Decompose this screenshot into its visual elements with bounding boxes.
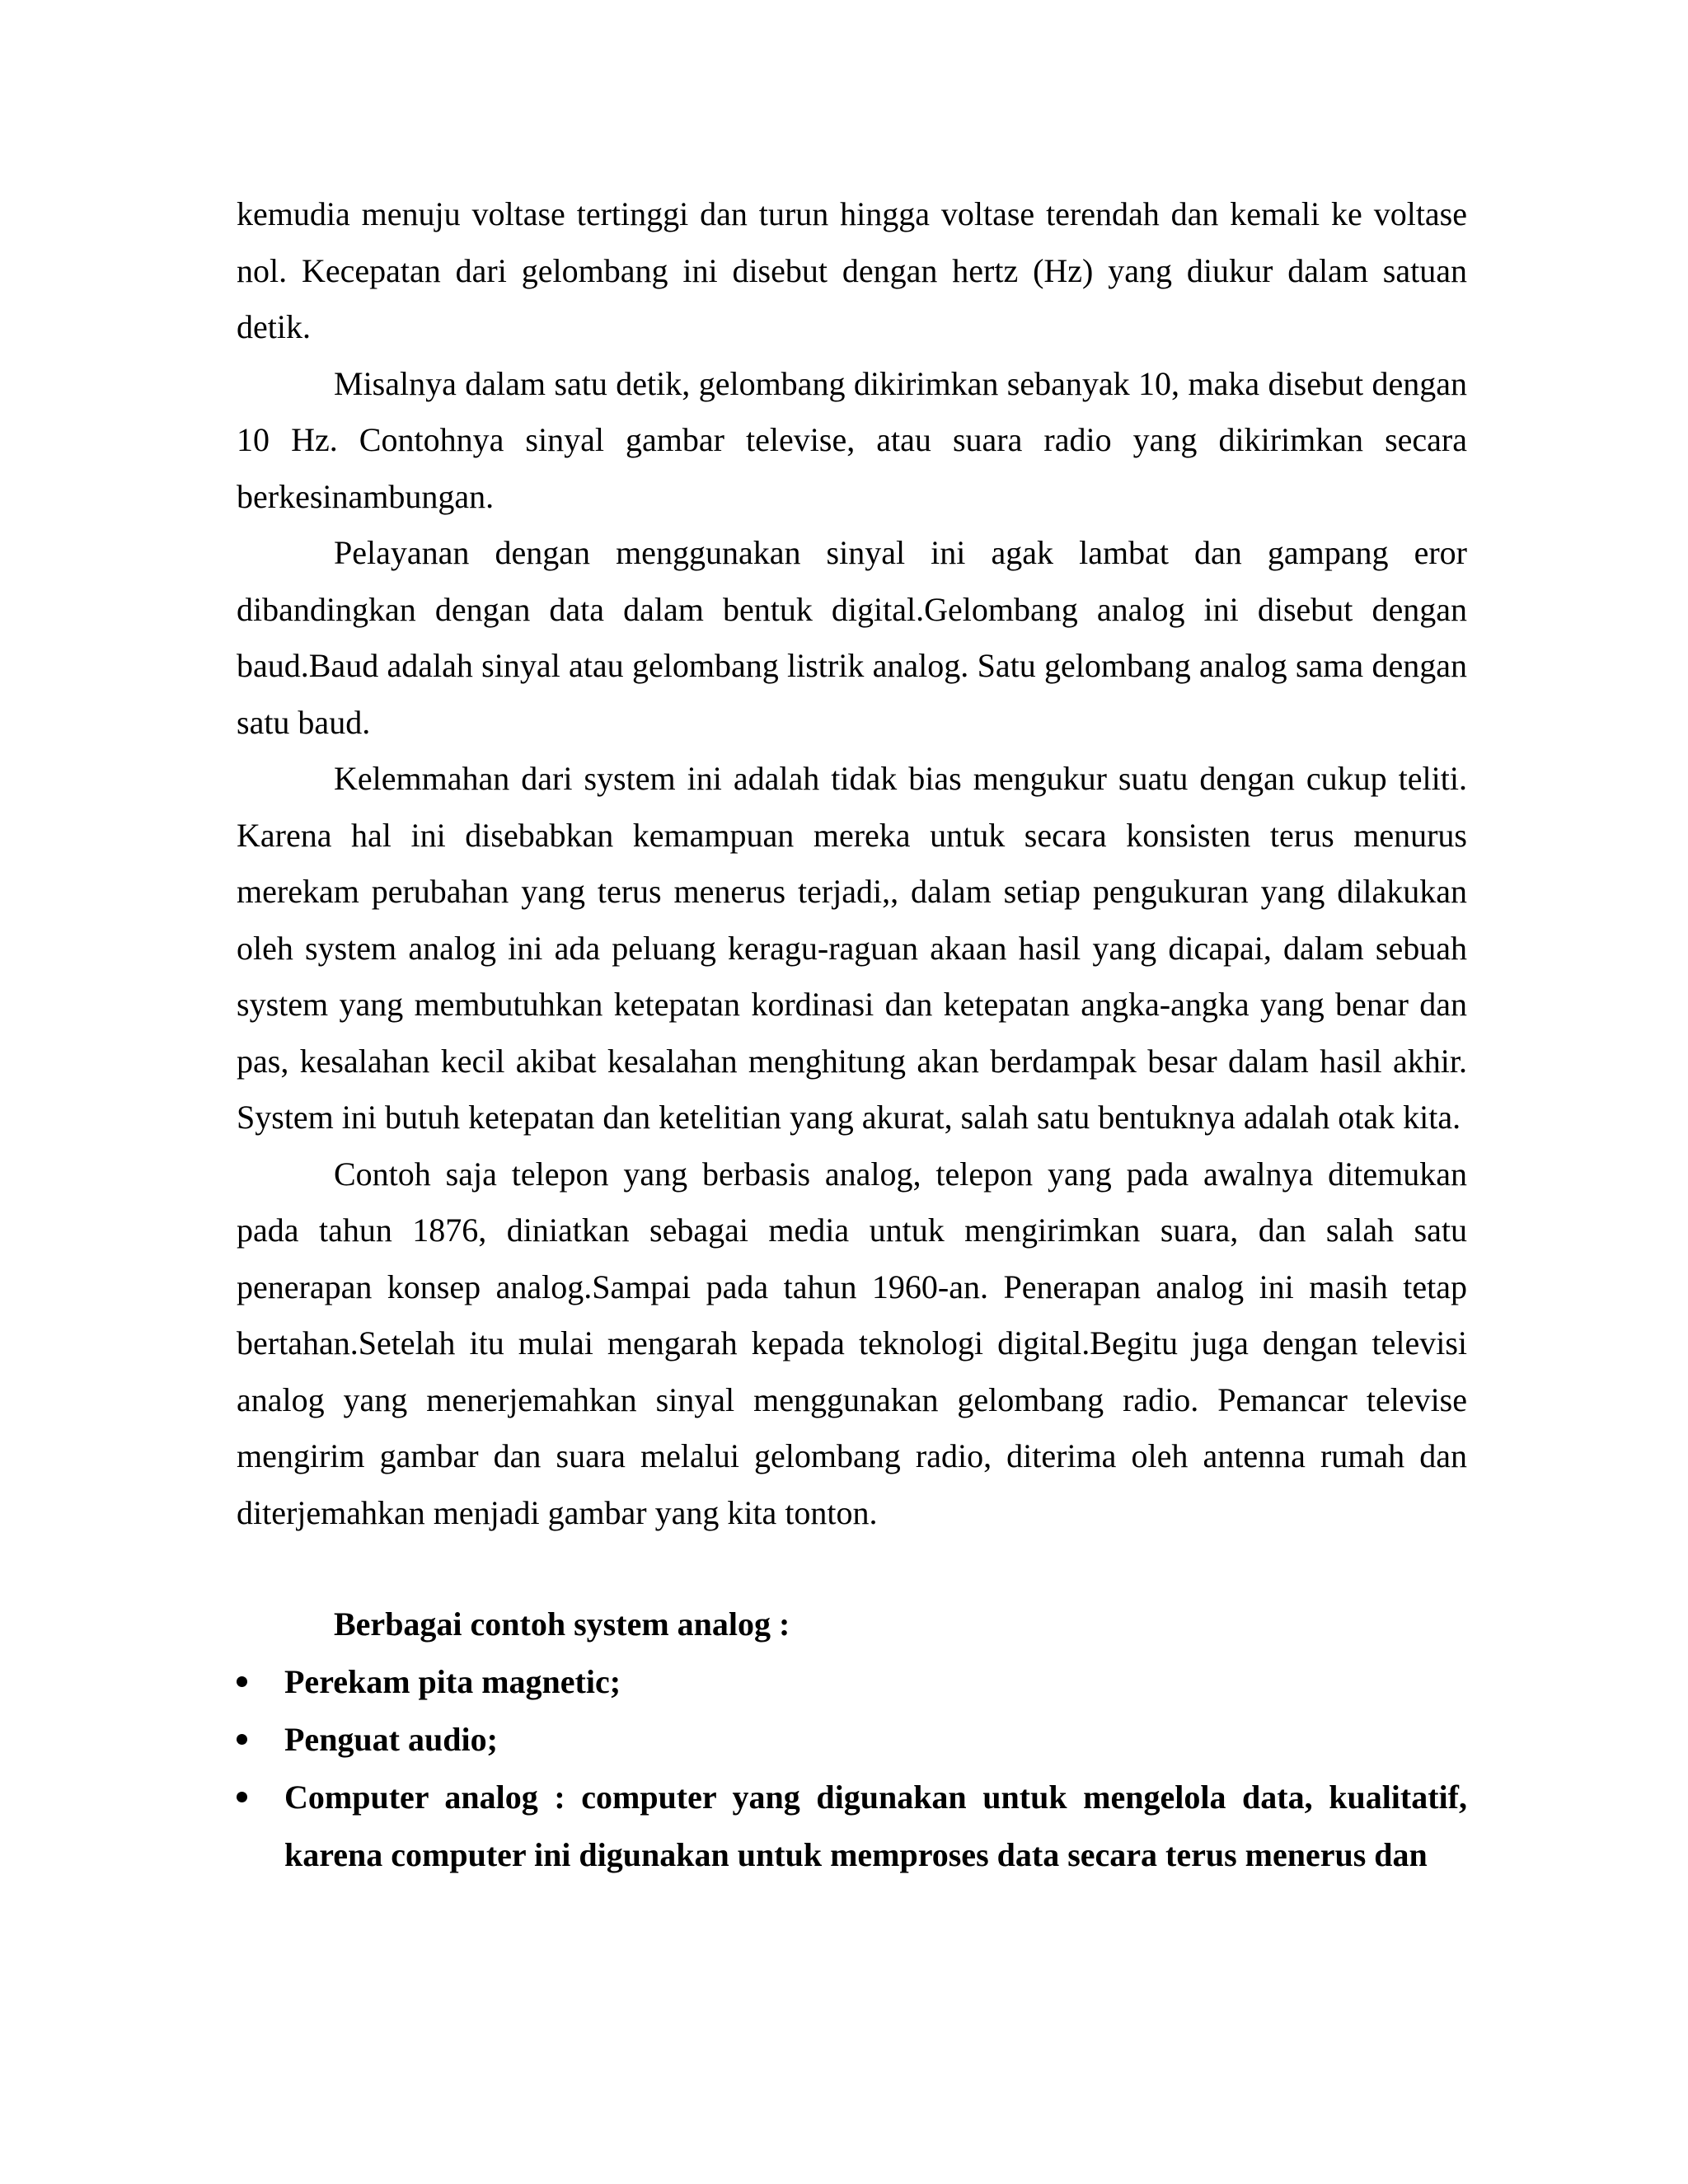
section-heading: Berbagai contoh system analog :	[334, 1605, 790, 1643]
list-item	[237, 1653, 1467, 1711]
bullet-icon	[237, 1676, 247, 1687]
paragraph-hertz-example: Misalnya dalam satu detik, gelombang dikirimkan sebanyak 10, maka disebut dengan 10 Hz. Contohnya sinyal gambar televise, atau suara radio yang dikirimkan secara berkesinambungan.	[237, 364, 1467, 515]
bullet-icon	[237, 1734, 247, 1745]
list-item	[237, 1711, 1467, 1769]
paragraph-continuation: kemudia menuju voltase tertinggi dan turun hingga voltase terendah dan kemali ke voltase nol. Kecepatan dari gelombang ini disebut dengan hertz (Hz) yang diukur dalam satuan detik.	[237, 195, 1467, 345]
bullet-icon	[237, 1792, 247, 1802]
list-item-text: Penguat audio;	[284, 1721, 498, 1758]
analog-examples-section	[237, 1596, 1467, 1884]
list-item	[237, 1769, 1467, 1884]
bullet-list	[237, 1653, 1467, 1884]
list-item-text: Perekam pita magnetic;	[284, 1663, 621, 1700]
list-item-text: Computer analog : computer yang digunakan untuk mengelola data, kualitatif, karena computer ini digunakan untuk memproses data secara terus menerus dan	[284, 1779, 1467, 1873]
paragraph-telephone-example: Contoh saja telepon yang berbasis analog, telepon yang pada awalnya ditemukan pada tahun 1876, diniatkan sebagai media untuk mengirimkan suara, dan salah satu penerapan konsep analog.Sampai pada tahun 1960-an. Penerapan analog ini masih tetap bertahan.Setelah itu mulai mengarah kepada teknologi digital.Begitu juga dengan televisi analog yang menerjemahkan sinyal menggunakan gelombang radio. Pemancar televise mengirim gambar dan suara melalui gelombang radio, diterima oleh antenna rumah dan diterjemahkan menjadi gambar yang kita tonton.	[237, 1155, 1467, 1531]
paragraph-baud: Pelayanan dengan menggunakan sinyal ini agak lambat dan gampang eror dibandingkan dengan data dalam bentuk digital.Gelombang analog ini disebut dengan baud.Baud adalah sinyal atau gelombang listrik analog. Satu gelombang analog sama dengan satu baud.	[237, 534, 1467, 741]
paragraph-weakness: Kelemmahan dari system ini adalah tidak bias mengukur suatu dengan cukup teliti. Karena hal ini disebabkan kemampuan mereka untuk secara konsisten terus menurus merekam perubahan yang terus menerus terjadi,, dalam setiap pengukuran yang dilakukan oleh system analog ini ada peluang keragu-raguan akaan hasil yang dicapai, dalam sebuah system yang membutuhkan ketepatan kordinasi dan ketepatan angka-angka yang benar dan pas, kesalahan kecil akibat kesalahan menghitung akan berdampak besar dalam hasil akhir. System ini butuh ketepatan dan ketelitian yang akurat, salah satu bentuknya adalah otak kita.	[237, 760, 1467, 1136]
body-text	[237, 186, 1467, 1541]
